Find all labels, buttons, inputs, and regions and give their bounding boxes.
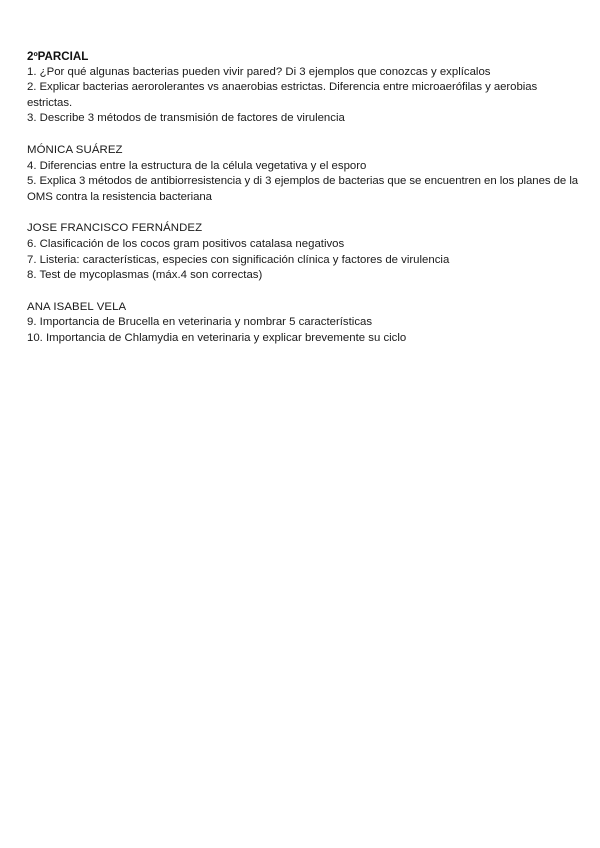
question-1: 1. ¿Por qué algunas bacterias pueden vivir pared? Di 3 ejemplos que conozcas y explícalos [27, 65, 491, 78]
question-6: 6. Clasificación de los cocos gram positivos catalasa negativos [27, 237, 345, 250]
question-9: 9. Importancia de Brucella en veterinaria y nombrar 5 características [27, 316, 373, 329]
section-jose-francisco-fernandez [27, 221, 582, 283]
document-content [27, 49, 582, 347]
question-3: 3. Describe 3 métodos de transmisión de factores de virulencia [27, 112, 345, 125]
question-7: 7. Listeria: características, especies con significación clínica y factores de virulencia [27, 253, 450, 266]
section-heading-jose-francisco-fernandez: JOSE FRANCISCO FERNÁNDEZ [27, 222, 203, 235]
document-title: 2ºPARCIAL [27, 50, 89, 63]
section-general [27, 65, 582, 127]
question-2: 2. Explicar bacterias aerorolerantes vs anaerobias estrictas. Diferencia entre microaerófilas y aerobias estrictas. [27, 81, 538, 109]
question-4: 4. Diferencias entre la estructura de la célula vegetativa y el esporo [27, 159, 367, 172]
section-ana-isabel-vela [27, 300, 582, 347]
section-heading-ana-isabel-vela: ANA ISABEL VELA [27, 300, 127, 313]
question-5: 5. Explica 3 métodos de antibiorresistencia y di 3 ejemplos de bacterias que se encuentren en los planes de la OMS contra la resistencia bacteriana [27, 175, 579, 203]
question-8: 8. Test de mycoplasmas (máx.4 son correctas) [27, 269, 263, 282]
section-monica-suarez [27, 143, 582, 205]
question-10: 10. Importancia de Chlamydia en veterinaria y explicar brevemente su ciclo [27, 331, 407, 344]
section-heading-monica-suarez: MÓNICA SUÁREZ [27, 143, 123, 156]
